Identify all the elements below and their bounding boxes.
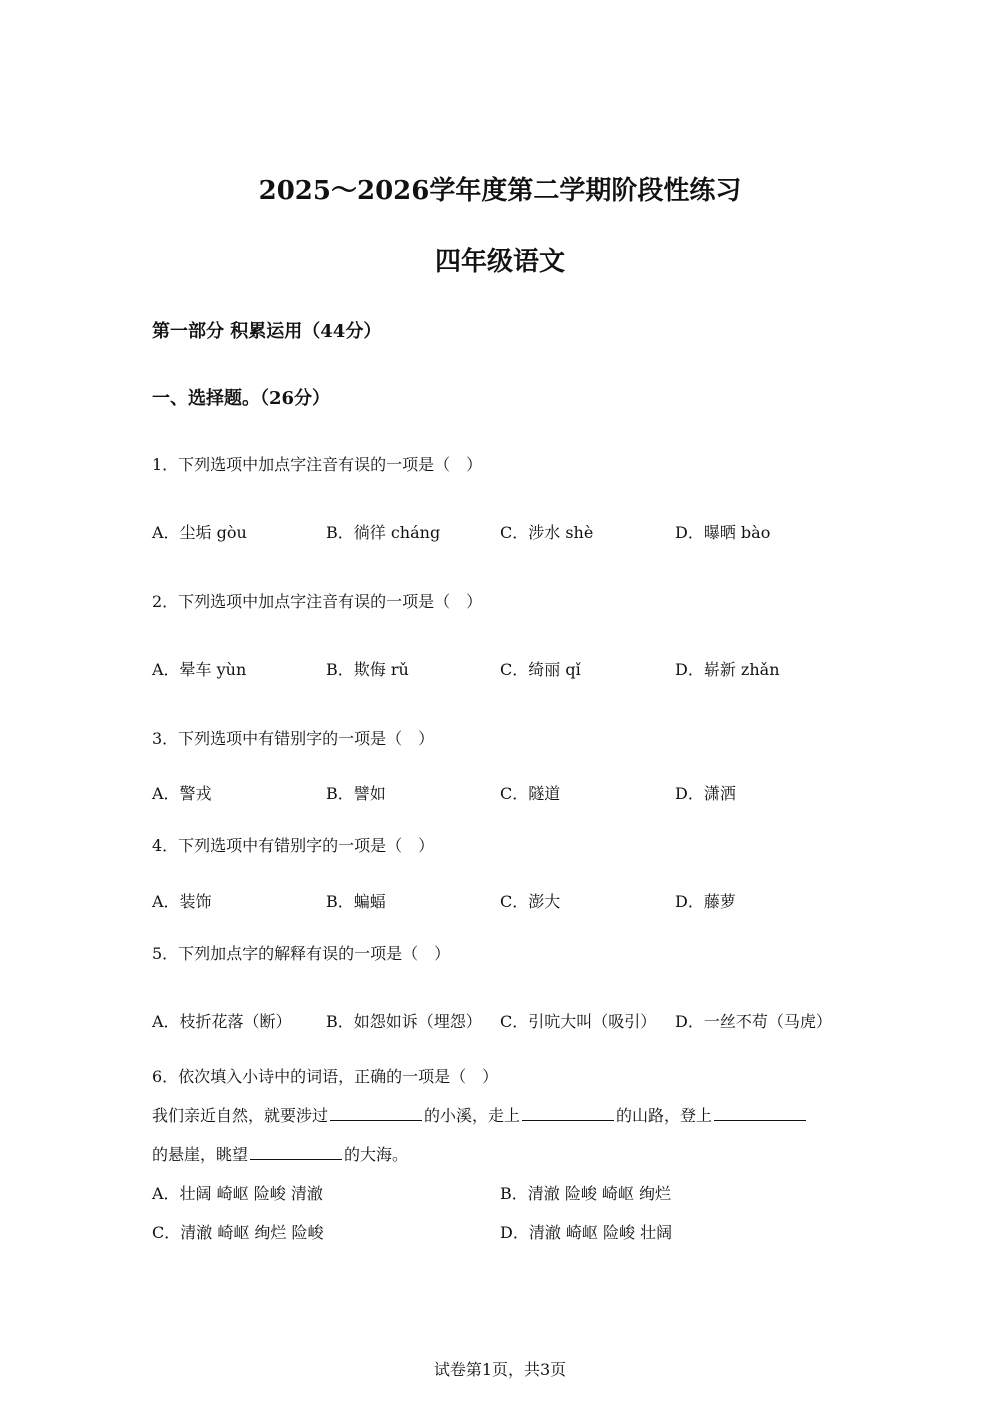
passage-text: 的小溪，走上 [424, 1106, 521, 1125]
blank-3[interactable] [714, 1106, 806, 1121]
passage-text: 我们亲近自然，就要涉过 [152, 1106, 329, 1125]
question-4-option-d[interactable]: D．藤萝 [675, 892, 736, 911]
question-6-option-b[interactable]: B．清澈 险峻 崎岖 绚烂 [500, 1184, 672, 1203]
question-3-option-b[interactable]: B．譬如 [326, 784, 386, 803]
blank-4[interactable] [250, 1145, 342, 1160]
question-3-option-c[interactable]: C．隧道 [500, 784, 561, 803]
page-subtitle: 四年级语文 [434, 247, 565, 277]
question-6-stem: 6．依次填入小诗中的词语，正确的一项是（ ） [152, 1067, 499, 1086]
question-2-option-a[interactable]: A．晕车 yùn [152, 660, 247, 679]
question-2-option-b[interactable]: B．欺侮 rǔ [326, 660, 409, 679]
question-5-option-c[interactable]: C．引吭大叫（吸引） [500, 1012, 657, 1031]
question-4-option-a[interactable]: A．装饰 [152, 892, 212, 911]
question-3-stem: 3．下列选项中有错别字的一项是（ ） [152, 729, 435, 748]
question-1-stem: 1．下列选项中加点字注音有误的一项是（ ） [152, 455, 483, 474]
question-2-option-d[interactable]: D．崭新 zhǎn [675, 660, 780, 679]
question-1-option-d[interactable]: D．曝晒 bào [675, 523, 771, 542]
question-4-stem: 4．下列选项中有错别字的一项是（ ） [152, 836, 435, 855]
part-heading: 第一部分 积累运用（44分） [152, 321, 382, 342]
question-5-option-a[interactable]: A．枝折花落（断） [152, 1012, 292, 1031]
question-6-option-c[interactable]: C．清澈 崎岖 绚烂 险峻 [152, 1223, 324, 1242]
question-1-option-a[interactable]: A．尘垢 gòu [152, 523, 247, 542]
passage-text: 的悬崖，眺望 [152, 1145, 249, 1164]
question-2-stem: 2．下列选项中加点字注音有误的一项是（ ） [152, 592, 483, 611]
question-5-stem: 5．下列加点字的解释有误的一项是（ ） [152, 944, 451, 963]
question-5-option-d[interactable]: D．一丝不苟（马虎） [675, 1012, 832, 1031]
question-4-option-b[interactable]: B．蝙蝠 [326, 892, 386, 911]
blank-2[interactable] [522, 1106, 614, 1121]
page-title: 2025～2026学年度第二学期阶段性练习 [258, 176, 742, 206]
question-6-passage-line-1 [152, 1103, 808, 1126]
blank-1[interactable] [330, 1106, 422, 1121]
question-6-passage-line-2 [152, 1142, 408, 1165]
section-heading: 一、选择题。（26分） [152, 388, 331, 409]
question-1-option-b[interactable]: B．徜徉 cháng [326, 523, 441, 542]
question-6-option-a[interactable]: A．壮阔 崎岖 险峻 清澈 [152, 1184, 323, 1203]
question-1-option-c[interactable]: C．涉水 shè [500, 523, 594, 542]
question-6-option-d[interactable]: D．清澈 崎岖 险峻 壮阔 [500, 1223, 673, 1242]
question-3-option-d[interactable]: D．潇洒 [675, 784, 736, 803]
question-2-option-c[interactable]: C．绮丽 qǐ [500, 660, 581, 679]
page-footer: 试卷第1页，共3页 [433, 1360, 567, 1379]
passage-text: 的山路，登上 [616, 1106, 713, 1125]
passage-text: 的大海。 [344, 1145, 409, 1164]
question-4-option-c[interactable]: C．澎大 [500, 892, 561, 911]
question-5-option-b[interactable]: B．如怨如诉（埋怨） [326, 1012, 482, 1031]
question-3-option-a[interactable]: A．警戎 [152, 784, 212, 803]
